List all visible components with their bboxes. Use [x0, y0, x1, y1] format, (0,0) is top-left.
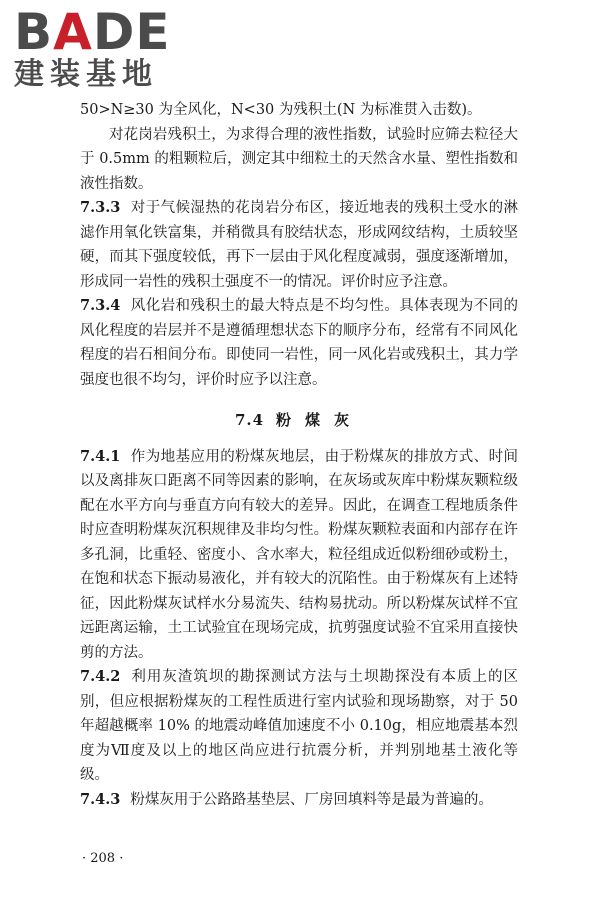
clause-7-4-3 — [80, 788, 518, 813]
clause-number: 7.4.2 — [80, 668, 121, 685]
clause-number: 7.3.3 — [80, 199, 121, 216]
section-heading-7-4 — [80, 408, 518, 433]
clause-text: 风化岩和残积土的最大特点是不均匀性。具体表现为不同的风化程度的岩层并不是遵循理想状态下的顺序分布，经常有不同风化程度的岩石相间分布。即使同一岩性，同一风化岩或残积土，其力学强度也很不均匀，评价时应予以注意。 — [80, 298, 518, 388]
logo-letters-de: DE — [92, 3, 171, 61]
logo-letter-a: A — [53, 3, 93, 61]
logo-brand — [14, 3, 204, 61]
clause-text: 粉煤灰用于公路路基垫层、厂房回填料等是最为普遍的。 — [130, 791, 493, 808]
clause-7-4-2 — [80, 665, 518, 788]
clause-number: 7.3.4 — [80, 297, 121, 314]
bade-logo — [14, 3, 204, 92]
clause-number: 7.4.1 — [80, 447, 121, 465]
clause-text: 作为地基应用的粉煤灰地层，由于粉煤灰的排放方式、时间以及离排灰口距离不同等因素的影响，在灰场或灰库中粉煤灰颗粒级配在水平方向与垂直方向有较大的差异。因此，在调查工程地质条件时应查明粉煤灰沉积规律及非均匀性。粉煤灰颗粒表面和内部存在许多孔洞，比重轻、密度小、含水率大，粒径组成近似粉细砂或粉土，在饱和状态下振动易液化，并有较大的沉陷性。由于粉煤灰有上述特征，因此粉煤灰试样水分易流失、结构易扰动。所以粉煤灰试样不宜远距离运输，土工试验宜在现场完成，抗剪强度试验不宜采用直接快剪的方法。 — [80, 448, 518, 661]
clause-text: 利用灰渣筑坝的勘探测试方法与土坝勘探没有本质上的区别，但应根据粉煤灰的工程性质进行室内试验和现场勘察，对于 50 年超越概率 10% 的地震动峰值加速度不小 0.10g，相应地震基本烈度为Ⅶ度及以上的地区尚应进行抗震分析，并判别地基土液化等级。 — [80, 669, 518, 783]
clause-7-3-3 — [80, 196, 518, 294]
section-number: 7.4 — [234, 411, 265, 429]
clause-7-3-4 — [80, 294, 518, 392]
section-title-text: 粉煤灰 — [276, 411, 364, 429]
page-body — [80, 98, 518, 812]
logo-subtitle: 建装基地 — [14, 57, 158, 92]
paragraph-continuation: 50>N≥30 为全风化，N<30 为残积土(N 为标准贯入击数)。 — [80, 102, 482, 118]
clause-7-4-1 — [80, 445, 518, 666]
page-number: · 208 · — [82, 851, 124, 866]
clause-text: 对于气候湿热的花岗岩分布区，接近地表的残积土受水的淋滤作用氧化铁富集，并稍微具有胶结状态，形成网纹结构，土质较坚硬，而其下强度较低，再下一层由于风化程度减弱，强度逐渐增加，形成同一岩性的残积土强度不一的情况。评价时应予注意。 — [80, 200, 518, 290]
logo-letter-b: B — [14, 3, 54, 61]
clause-number: 7.4.3 — [80, 790, 121, 808]
paragraph-granite-residual: 对花岗岩残积土，为求得合理的液性指数，试验时应筛去粒径大于 0.5mm 的粗颗粒后，测定其中细粒土的天然含水量、塑性指数和液性指数。 — [80, 126, 518, 192]
